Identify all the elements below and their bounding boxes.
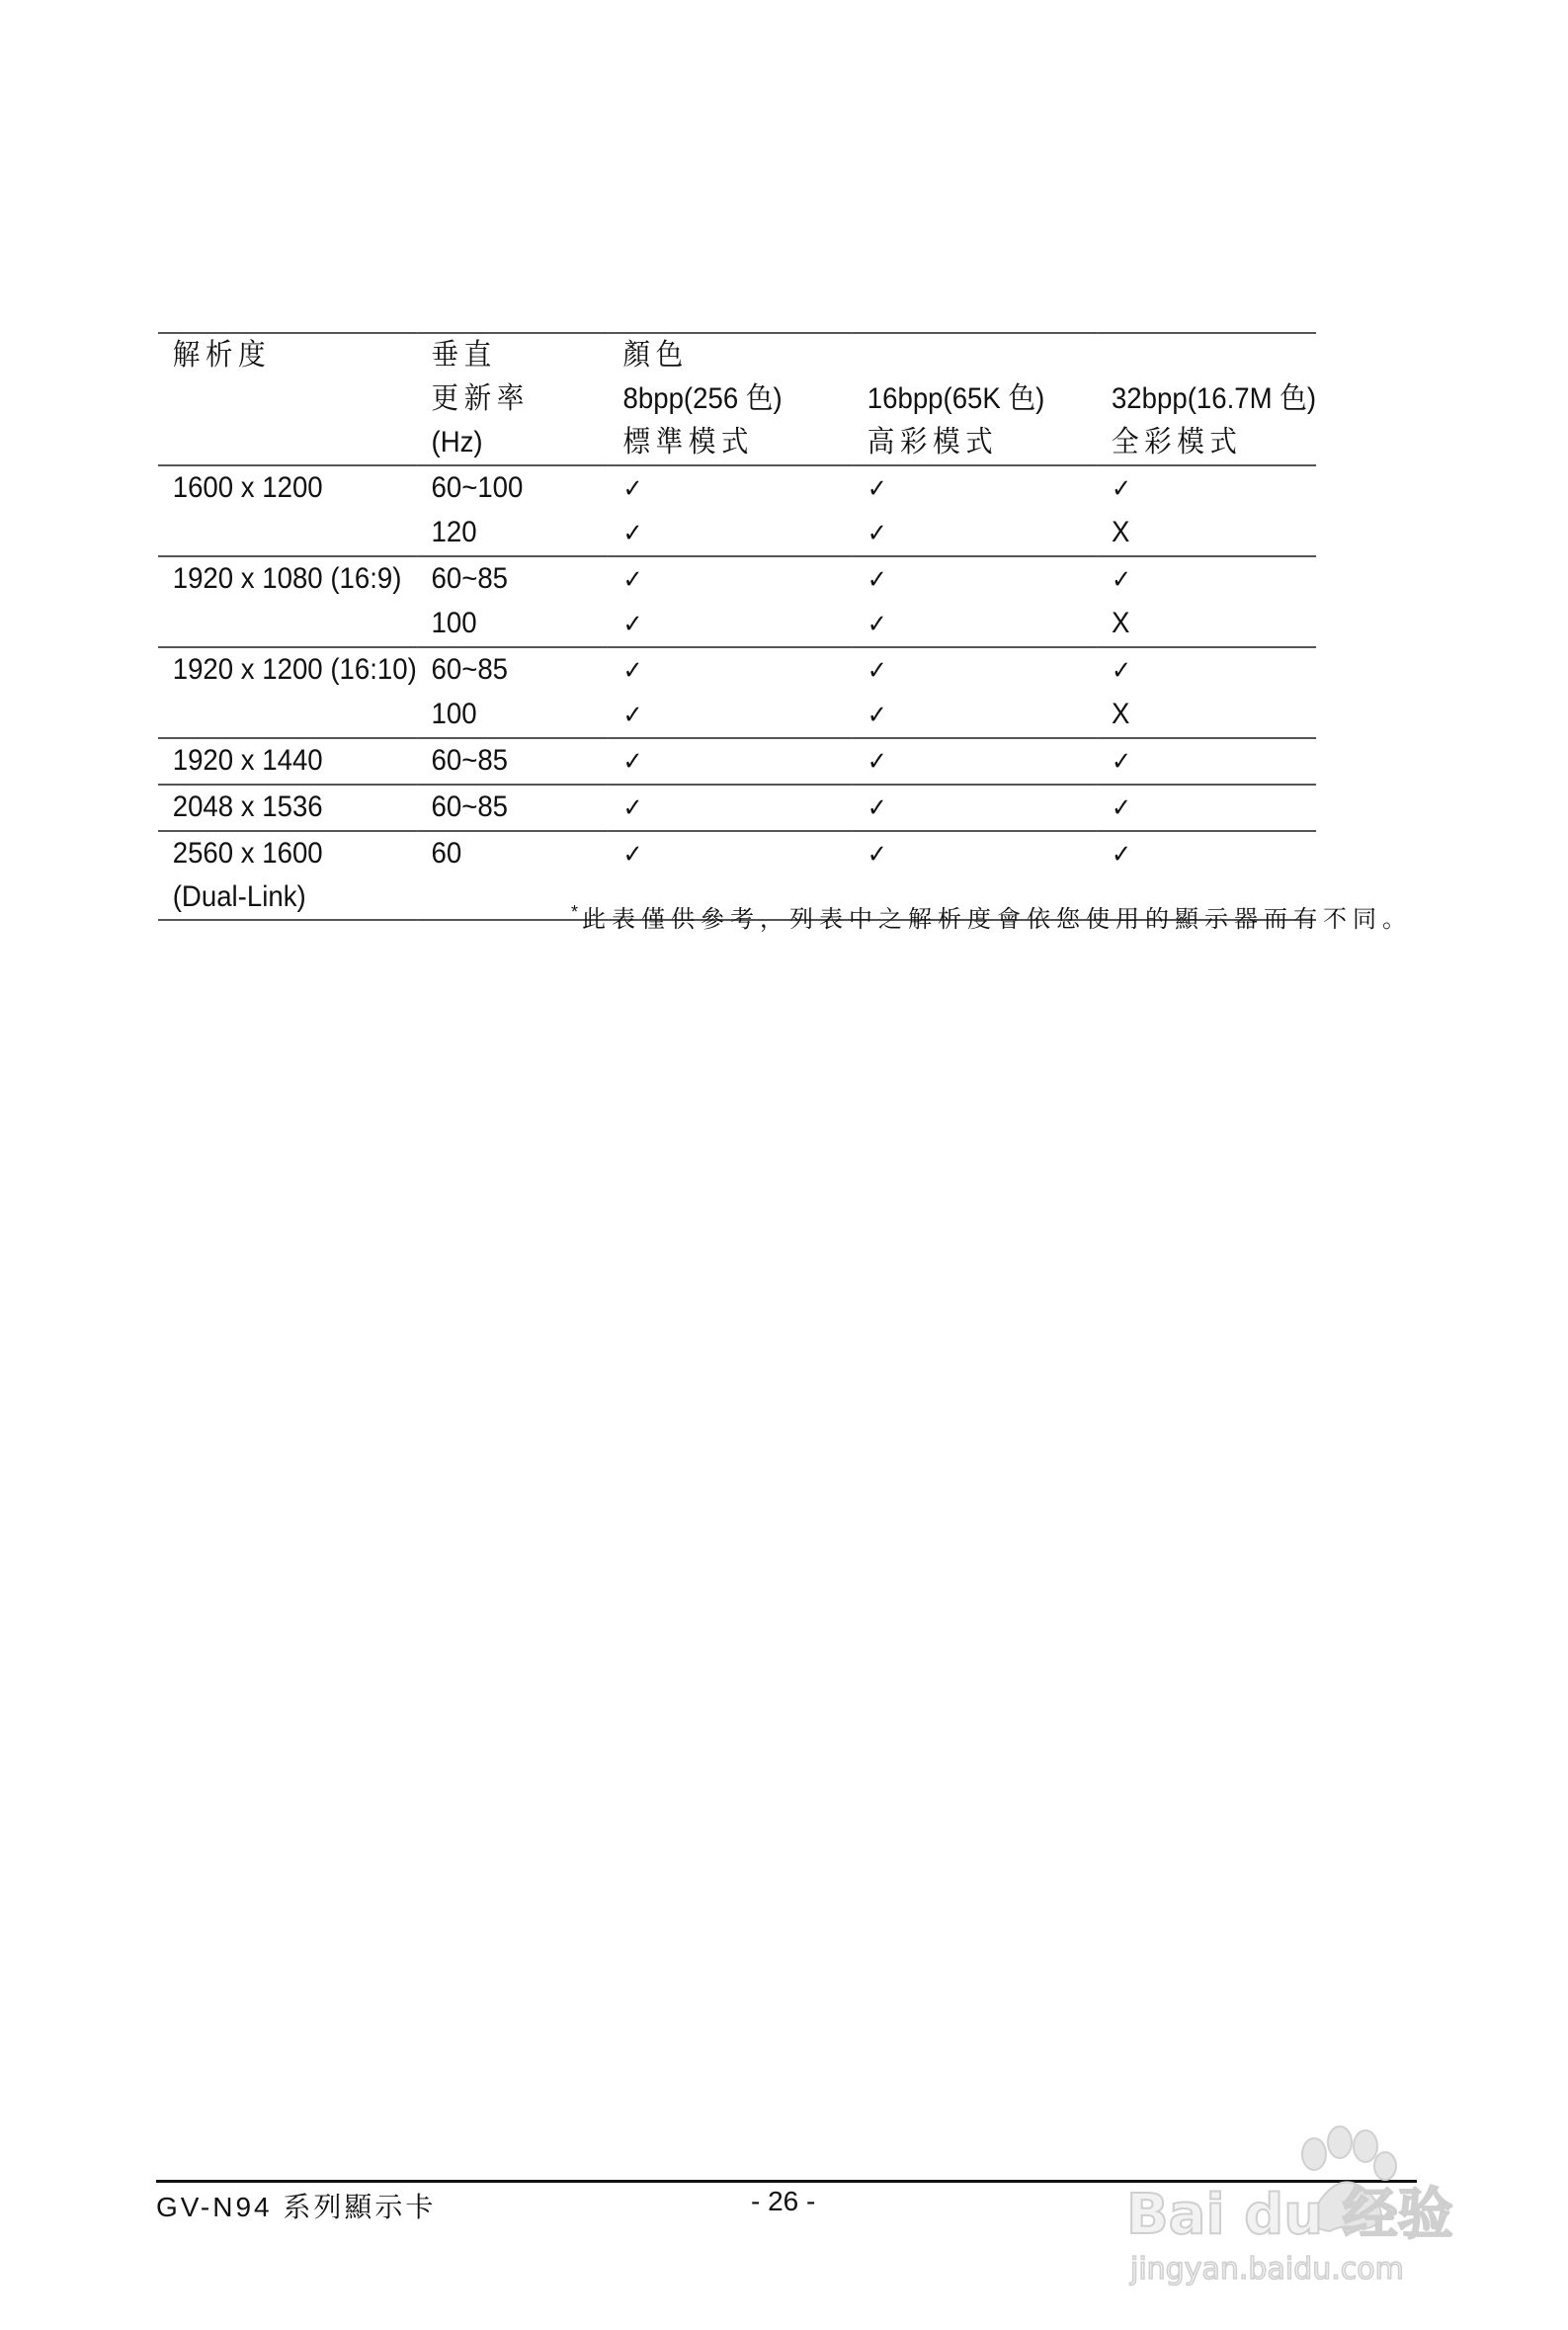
c8-cell [609, 511, 853, 556]
refresh-cell: 100 [431, 607, 477, 639]
c8-cell [609, 693, 853, 738]
check-icon: ✓ [867, 656, 887, 686]
table-row [158, 465, 1316, 511]
table-group-2048x1536 [158, 785, 1316, 831]
c8-cell [609, 602, 853, 647]
header-color-16bpp: 16bpp(65K 色) 高彩模式 [853, 333, 1097, 465]
refresh-cell: 60~85 [431, 744, 509, 777]
watermark-url: jingyan.baidu.com [1130, 2252, 1404, 2287]
table-row [158, 738, 1316, 785]
table-row [158, 511, 1316, 556]
c32-cell [1097, 602, 1316, 647]
check-icon: ✓ [622, 656, 643, 686]
c16-cell [853, 556, 1097, 602]
check-icon: ✓ [867, 610, 887, 639]
check-icon: ✓ [622, 840, 643, 870]
c8-cell [609, 738, 853, 785]
check-icon: ✓ [622, 701, 643, 730]
check-icon: ✓ [1111, 474, 1132, 504]
c32-cell [1097, 693, 1316, 738]
refresh-cell: 100 [431, 698, 477, 730]
c16-cell [853, 602, 1097, 647]
c16-cell [853, 465, 1097, 511]
table-group-1600x1200 [158, 465, 1316, 556]
check-icon: ✓ [1111, 840, 1132, 870]
watermark-brand: Bai du 经验 [1126, 2183, 1453, 2247]
refresh-cell: 60 [431, 837, 462, 870]
check-icon: ✓ [867, 793, 887, 823]
table-group-1920x1200 [158, 647, 1316, 738]
check-icon: ✓ [622, 474, 643, 504]
footer-product-title: GV-N94 系列顯示卡 [156, 2192, 437, 2222]
header-vertical-refresh: 垂直 更新率 (Hz) [417, 333, 609, 465]
check-icon: ✓ [867, 519, 887, 548]
check-icon: ✓ [622, 793, 643, 823]
table-header-row [158, 333, 1316, 465]
table-row [158, 693, 1316, 738]
refresh-cell: 120 [431, 516, 477, 548]
c16-cell [853, 785, 1097, 831]
unsupported-mark: X [1111, 607, 1130, 639]
check-icon: ✓ [622, 565, 643, 595]
unsupported-mark: X [1111, 698, 1130, 730]
header-color-32bpp: 32bpp(16.7M 色) 全彩模式 [1097, 333, 1316, 465]
c32-cell [1097, 647, 1316, 693]
c8-cell [609, 785, 853, 831]
c16-cell [853, 693, 1097, 738]
footnote-text: 此表僅供參考，列表中之解析度會依您使用的顯示器而有不同。 [582, 906, 1412, 933]
refresh-cell: 60~100 [431, 471, 524, 504]
resolution-cell: 1920 x 1200 (16:10) [172, 653, 417, 686]
check-icon: ✓ [1111, 793, 1132, 823]
c32-cell [1097, 556, 1316, 602]
check-icon: ✓ [867, 747, 887, 777]
c8-cell [609, 465, 853, 511]
c32-cell [1097, 511, 1316, 556]
check-icon: ✓ [867, 474, 887, 504]
c32-cell [1097, 785, 1316, 831]
unsupported-mark: X [1111, 516, 1130, 548]
check-icon: ✓ [622, 610, 643, 639]
table-group-1920x1080 [158, 556, 1316, 647]
c16-cell [853, 738, 1097, 785]
header-color-8bpp: 顏色 8bpp(256 色) 標準模式 [609, 333, 853, 465]
c16-cell [853, 647, 1097, 693]
refresh-cell: 60~85 [431, 653, 509, 686]
resolution-cell: 2560 x 1600 (Dual-Link) [172, 837, 323, 913]
table-group-1920x1440 [158, 738, 1316, 785]
resolution-cell: 2048 x 1536 [172, 791, 323, 823]
resolution-table [158, 332, 1316, 921]
check-icon: ✓ [867, 565, 887, 595]
table-row [158, 647, 1316, 693]
check-icon: ✓ [1111, 656, 1132, 686]
check-icon: ✓ [622, 747, 643, 777]
table-row [158, 556, 1316, 602]
check-icon: ✓ [867, 701, 887, 730]
check-icon: ✓ [622, 519, 643, 548]
footnote-star: * [570, 902, 582, 922]
table-row [158, 602, 1316, 647]
baidu-watermark [1107, 2095, 1482, 2292]
c16-cell [853, 511, 1097, 556]
c32-cell [1097, 738, 1316, 785]
refresh-cell: 60~85 [431, 791, 509, 823]
resolution-cell: 1920 x 1080 (16:9) [172, 562, 402, 595]
resolution-cell: 1600 x 1200 [172, 471, 323, 504]
page-number: - 26 - [751, 2186, 816, 2216]
check-icon: ✓ [867, 840, 887, 870]
table-row [158, 785, 1316, 831]
check-icon: ✓ [1111, 747, 1132, 777]
refresh-cell: 60~85 [431, 562, 509, 595]
c32-cell [1097, 465, 1316, 511]
table-footnote [571, 899, 1412, 934]
resolution-cell: 1920 x 1440 [172, 744, 323, 777]
check-icon: ✓ [1111, 565, 1132, 595]
header-resolution: 解析度 [158, 333, 417, 465]
c8-cell [609, 647, 853, 693]
c8-cell [609, 556, 853, 602]
